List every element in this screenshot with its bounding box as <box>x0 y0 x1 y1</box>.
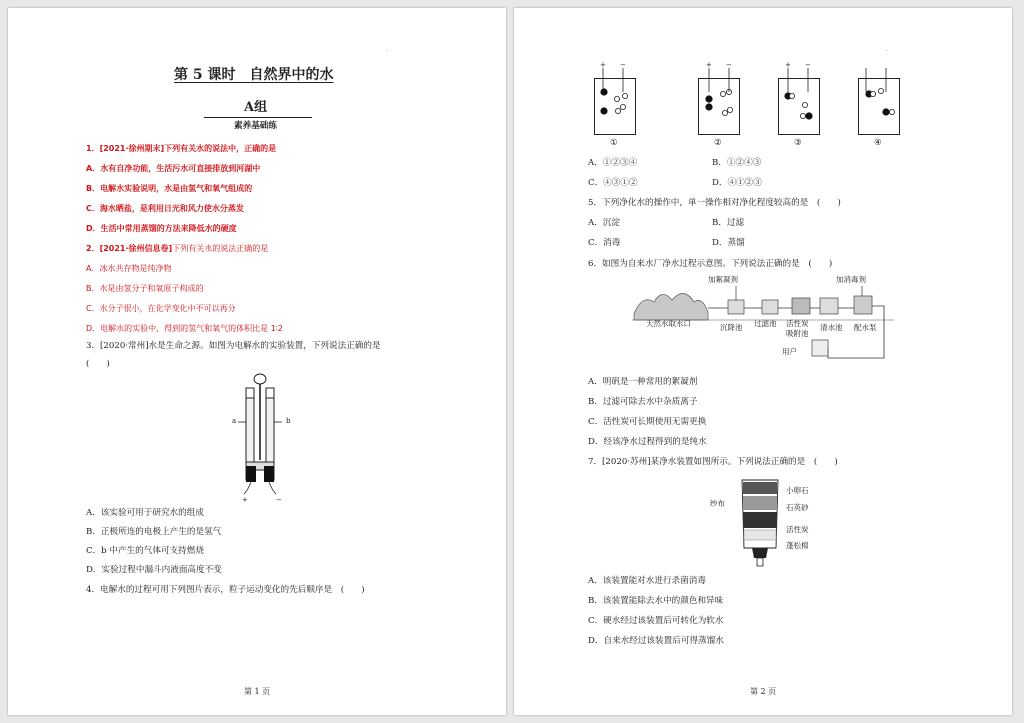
q7-option-a: A．该装置能对水进行杀菌消毒 <box>588 576 706 586</box>
section-heading: 素养基础练 <box>234 121 277 131</box>
q2-option-a: A．冰水共存物是纯净物 <box>86 264 172 273</box>
q2-option-d: D．电解水的实验中，得到的氢气和氧气的体积比是 1∶2 <box>86 324 283 333</box>
page-mark: . <box>886 46 888 53</box>
q5-option-d: D．蒸馏 <box>712 238 745 248</box>
electrolysis-apparatus-figure <box>230 370 290 500</box>
q6-stem: 6．如图为自来水厂净水过程示意图。下列说法正确的是 ( ) <box>588 259 833 269</box>
q6-option-a: A．明矾是一种常用的絮凝剂 <box>588 377 698 387</box>
q6-option-b: B．过滤可除去水中杂质离子 <box>588 397 698 407</box>
q4-option-a: A．①②③④ <box>588 158 638 168</box>
page-mark: . <box>386 46 388 53</box>
q5-stem: 5．下列净化水的操作中，单一操作相对净化程度较高的是 ( ) <box>588 198 841 208</box>
label-user: 用户 <box>782 347 797 356</box>
diagram-label-4: ④ <box>874 138 882 148</box>
q7-option-c: C．硬水经过该装置后可转化为软水 <box>588 616 724 626</box>
label-filter: 过滤池 <box>754 319 777 328</box>
plus-sign: + <box>785 61 791 69</box>
q3-option-b: B．正极所连的电极上产生的是氢气 <box>86 527 222 537</box>
q2-stem-text: 下列有关水的说法正确的是 <box>172 244 269 253</box>
diagram-label-3: ③ <box>794 138 802 148</box>
page-number-1: 第 1 页 <box>244 687 271 696</box>
q2-stem <box>86 243 268 254</box>
group-divider <box>204 117 312 118</box>
group-heading: A组 <box>244 100 268 115</box>
electrode-lines <box>514 8 1012 88</box>
q4-option-d: D．④①②③ <box>712 178 762 188</box>
q1-option-a: A．水有自净功能，生活污水可直接排放到河湖中 <box>86 164 261 173</box>
label-a: a <box>232 417 237 425</box>
diagram-label-2: ② <box>714 138 722 148</box>
q2-source: [2021·徐州信息卷] <box>99 244 173 253</box>
page-number-2: 第 2 页 <box>750 687 777 696</box>
label-coagulant: 加絮凝剂 <box>708 275 738 284</box>
label-pebbles: 小卵石 <box>786 486 809 495</box>
label-settling: 沉降池 <box>720 323 743 332</box>
label-carbon-1: 活性炭 <box>786 319 809 328</box>
q7-option-b: B．该装置能除去水中的颜色和异味 <box>588 596 724 606</box>
q5-option-a: A．沉淀 <box>588 218 620 228</box>
q1-option-d: D．生活中常用蒸馏的方法来降低水的硬度 <box>86 224 237 233</box>
q5-option-b: B．过滤 <box>712 218 745 228</box>
q3-option-c: C．b 中产生的气体可支持燃烧 <box>86 546 204 556</box>
label-clear-tank: 清水池 <box>820 323 843 332</box>
q1-option-b: B．电解水实验说明，水是由氢气和氧气组成的 <box>86 184 253 193</box>
label-carbon-2: 吸附池 <box>786 329 809 338</box>
lesson-title: 第 5 课时 自然界中的水 <box>174 67 334 83</box>
q7-stem: 7．[2020·苏州]某净水装置如图所示。下列说法正确的是 ( ) <box>588 457 838 467</box>
q3-option-a: A．该实验可用于研究水的组成 <box>86 508 204 518</box>
q2-option-c: C．水分子很小，在化学变化中不可以再分 <box>86 304 236 313</box>
label-cotton: 蓬松棉 <box>786 541 809 550</box>
diagram-label-1: ① <box>610 138 618 148</box>
q6-option-c: C．活性炭可长期使用无需更换 <box>588 417 707 427</box>
minus-sign: − <box>805 61 811 69</box>
q4-option-b: B．①②④③ <box>712 158 762 168</box>
plus-sign: + <box>600 61 606 69</box>
water-filter-figure <box>740 478 780 570</box>
minus-sign: − <box>620 61 626 69</box>
positive-terminal: + <box>242 496 248 504</box>
negative-terminal: − <box>276 496 282 504</box>
minus-sign: − <box>726 61 732 69</box>
label-quartz-sand: 石英砂 <box>786 503 809 512</box>
label-intake: 天然水取水口 <box>646 319 691 328</box>
label-b: b <box>286 417 291 425</box>
label-activated-carbon: 活性炭 <box>786 525 809 534</box>
label-gauze: 纱布 <box>710 499 725 508</box>
q4-stem: 4．电解水的过程可用下列图片表示，粒子运动变化的先后顺序是 ( ) <box>86 585 365 595</box>
q2-number: 2． <box>86 244 100 253</box>
q3-answer-paren: ( ) <box>86 359 110 369</box>
q3-stem: 3．[2020·常州]水是生命之源。如图为电解水的实验装置，下列说法正确的是 <box>86 341 381 351</box>
q2-option-b: B．水是由氢分子和氧原子构成的 <box>86 284 204 293</box>
q1-stem: 1．[2021·徐州期末]下列有关水的说法中，正确的是 <box>86 144 277 153</box>
q6-option-d: D．经该净水过程得到的是纯水 <box>588 437 707 447</box>
label-disinfectant: 加消毒剂 <box>836 275 866 284</box>
q4-option-c: C．④③①② <box>588 178 638 188</box>
q7-option-d: D．自来水经过该装置后可得蒸馏水 <box>588 636 724 646</box>
plus-sign: + <box>706 61 712 69</box>
q1-option-c: C．海水晒盐，是利用日光和风力使水分蒸发 <box>86 204 244 213</box>
document-page-2 <box>514 8 1012 715</box>
q3-option-d: D．实验过程中漏斗内液面高度不变 <box>86 565 222 575</box>
label-distribution-pump: 配水泵 <box>854 323 877 332</box>
q5-option-c: C．消毒 <box>588 238 621 248</box>
document-page-1 <box>8 8 506 715</box>
